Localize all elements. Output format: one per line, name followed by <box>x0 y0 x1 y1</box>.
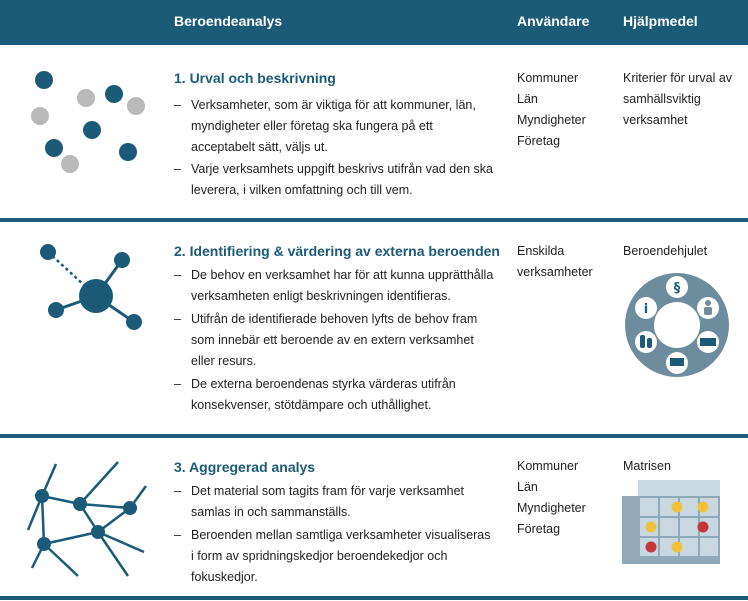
step-3-bullet-2: – Beroenden mellan samtliga verksamheter visualiseras i form av spridningskedjor beroendekedjor och fokuskedjor. <box>174 528 491 584</box>
step-2-bullet-3: – De externa beroendenas styrka värderas utifrån konsekvenser, stötdämpare och uthållighet. <box>174 377 456 412</box>
hub-network-icon <box>30 236 160 336</box>
step-1-bullet-2: – Varje verksamhets uppgift beskrivs utifrån vad den ska leverera, i vilken omfattning och till vem. <box>174 162 493 197</box>
scattered-nodes-icon <box>18 62 158 182</box>
step-3-title: 3. Aggregerad analys <box>174 459 316 475</box>
step-2-title: 2. Identifiering & värdering av externa beroenden <box>174 243 500 259</box>
step-3-bullet-1: – Det material som tagits fram för varje verksamhet samlas in och sammanställs. <box>174 484 464 519</box>
matrix-icon <box>622 480 722 566</box>
law-symbol: § <box>673 281 681 296</box>
network-mesh-icon <box>18 456 158 580</box>
step-1-bullet-1: – Verksamheter, som är viktiga för att kommuner, län, myndigheter eller företag ska fungera på ett acceptabelt sätt, väljs ut. <box>174 98 476 154</box>
header-tools: Hjälpmedel <box>623 13 698 29</box>
row-divider-2 <box>0 434 748 438</box>
step-1-title: 1. Urval och beskrivning <box>174 70 336 86</box>
step-2-bullet-2: – Utifrån de identifierade behoven lyfts de behov fram som innebär ett beroende av en extern verksamhet eller resurs. <box>174 312 478 368</box>
row-divider-3 <box>0 596 748 600</box>
step-3-tool: Matrisen <box>623 459 671 473</box>
row-divider-1 <box>0 218 748 222</box>
step-1-tool: Kriterier för urval av samhällsviktig verksamhet <box>623 71 733 127</box>
step-1-users: Kommuner Län Myndigheter Företag <box>517 71 586 148</box>
table-header <box>0 0 748 45</box>
info-symbol: i <box>643 302 649 317</box>
step-3-users: Kommuner Län Myndigheter Företag <box>517 459 586 536</box>
step-2-bullet-1: – De behov en verksamhet har för att kunna upprätthålla verksamheten enligt beskrivningen identifieras. <box>174 268 494 303</box>
step-2-users: Enskilda verksamheter <box>517 244 593 279</box>
header-users: Användare <box>517 13 590 29</box>
header-analysis: Beroendeanalys <box>174 13 283 29</box>
dependency-wheel-icon <box>624 272 730 378</box>
step-2-tool: Beroendehjulet <box>623 244 708 258</box>
